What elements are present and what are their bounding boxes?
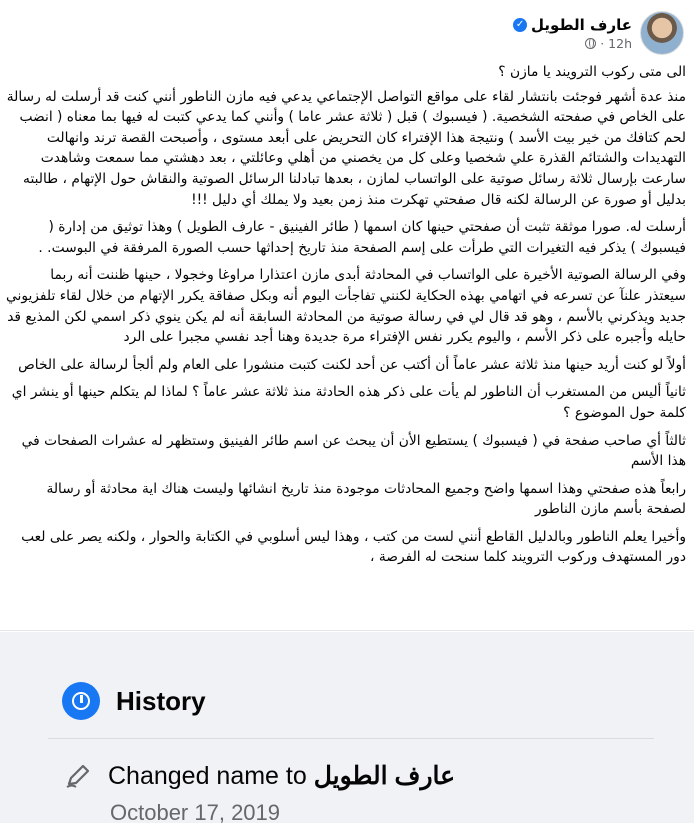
history-header (62, 682, 206, 720)
avatar[interactable] (640, 11, 684, 55)
clock-icon (62, 682, 100, 720)
post-paragraph: ثالثاً أي صاحب صفحة في ( فيسبوك ) يستطيع الأن أن يبحث عن اسم طائر الفينيق وستظهر له عشرات الصفحات في هذا الأسم (21, 432, 686, 470)
post-paragraph: وأخيرا يعلم الناطور وبالدليل القاطع أنني لست من كتب ، وهذا ليس أسلوبي في الكتابة والحوار ، ولكنه يصر على لعب دور المستهدف وركوب الترويند كلما سنحت له الفرصة ، (21, 528, 686, 566)
post-paragraph: وفي الرسالة الصوتية الأخيرة على الواتساب في المحادثة أبدى مازن اعتذارا مراوغا وخجولا ، حينها ظننت أنه ربما سيعتذر علنآ عن تسرعه في اتهامي بهذه الحكاية لكنني تفاجأت اليوم أنه وبكل صفاقة يكرر الإتهام من خلال لقاء تلفزيوني جديد ويذكرني بالأسم ، وهو قد قال لي في رسالة صوتية من المحادثة السابقة أنه لم يكن ينوي ذكر اسمي لكن المذيع قد حايله وأجبره على ذكر الأسم ، واليوم يكرر نفس الإفتراء مرة جديدة وهنا أجد نفسي مجبرا على الرد (6, 267, 686, 346)
post-time[interactable]: 12h (608, 35, 632, 51)
history-divider (48, 738, 654, 739)
post-body (6, 62, 686, 575)
name-change-entry (62, 760, 455, 792)
changed-name: عارف الطويل (313, 762, 456, 790)
post-meta (513, 16, 632, 51)
post-paragraph: أولاً لو كنت أريد حينها منذ ثلاثة عشر عاماً أن أكتب عن أحد لكنت كتبت منشورا على العام ولم ألجأ لرسالة على الخاص (18, 356, 686, 373)
changed-prefix: Changed name to (108, 762, 314, 790)
author-row (513, 16, 632, 34)
post-paragraph: الى متى ركوب الترويند يا مازن ؟ (498, 64, 686, 80)
post-paragraph: رابعاً هذه صفحتي وهذا اسمها واضح وجميع المحادثات موجودة منذ تاريخ انشائها وليست هناك اية محادثة أو رسالة لصفحة بأسم مازن الناطور (46, 480, 686, 518)
change-date: October 17, 2019 (110, 800, 281, 825)
globe-icon (585, 38, 596, 49)
verified-badge-icon: ✓ (513, 18, 527, 32)
author-name[interactable]: عارف الطويل (531, 15, 632, 34)
history-title: History (116, 685, 206, 716)
post-time-row: 12h · (513, 36, 632, 51)
attached-image[interactable] (0, 632, 694, 823)
post-paragraph: أرسلت له. صورا موثقة تثبت أن صفحتي حينها كان اسمها ( طائر الفينيق - عارف الطويل ) وهذا توثيق من إدارة ( فيسبوك ) يذكر فيه التغيرات التي طرأت على إسم الصفحة منذ تاريخ إحداثها حسب الصورة المرفقة في البوست. . (38, 219, 686, 256)
post-paragraph: منذ عدة أشهر فوجئت بانتشار لقاء على مواقع التواصل الإجتماعي يدعي فيه مازن الناطور أنني كنت قد أرسلت له رسالة على الخاص في صفحته الشخصية. ( فيسبوك ) قبل ( ثلاثة عشر عاما ) وأنني كما يدعي كتبت له فيها بما معناه ( انضب لحم كتافك من خير بيت الأسد ) ونتيجة هذا الإفتراء كان التحريض على أبعد مستوى ، وأصبحت القصة ترند وانهالت التهديدات والشتائم القذرة علي شخصيا وعلى كل من يخصني من أهلي وعائلتي ، بعد دهشتي مما سمعت وشاهدت سارعت بإرسال ثلاثة رسائل صوتية على الواتساب لمازن ، بعدها تبادلنا الرسائل الصوتية والنقاش حول الإتهام ، طالبته بدليل أو صورة عن الرسالة لكنه قال صفحتي تهكرت منذ زمن بعيد ولا يملك أي دليل !!! (6, 88, 686, 208)
divider (0, 630, 694, 631)
pencil-icon (62, 760, 94, 792)
post-header (513, 8, 684, 58)
name-change-text (108, 761, 455, 791)
post-paragraph: ثانياً أليس من المستغرب أن الناطور لم يأت على ذكر هذه الحادثة منذ ثلاثة عشر عاماً ؟ لماذا لم يتكلم حينها أو ينشر اي كلمة حول الموضوع ؟ (11, 384, 686, 421)
